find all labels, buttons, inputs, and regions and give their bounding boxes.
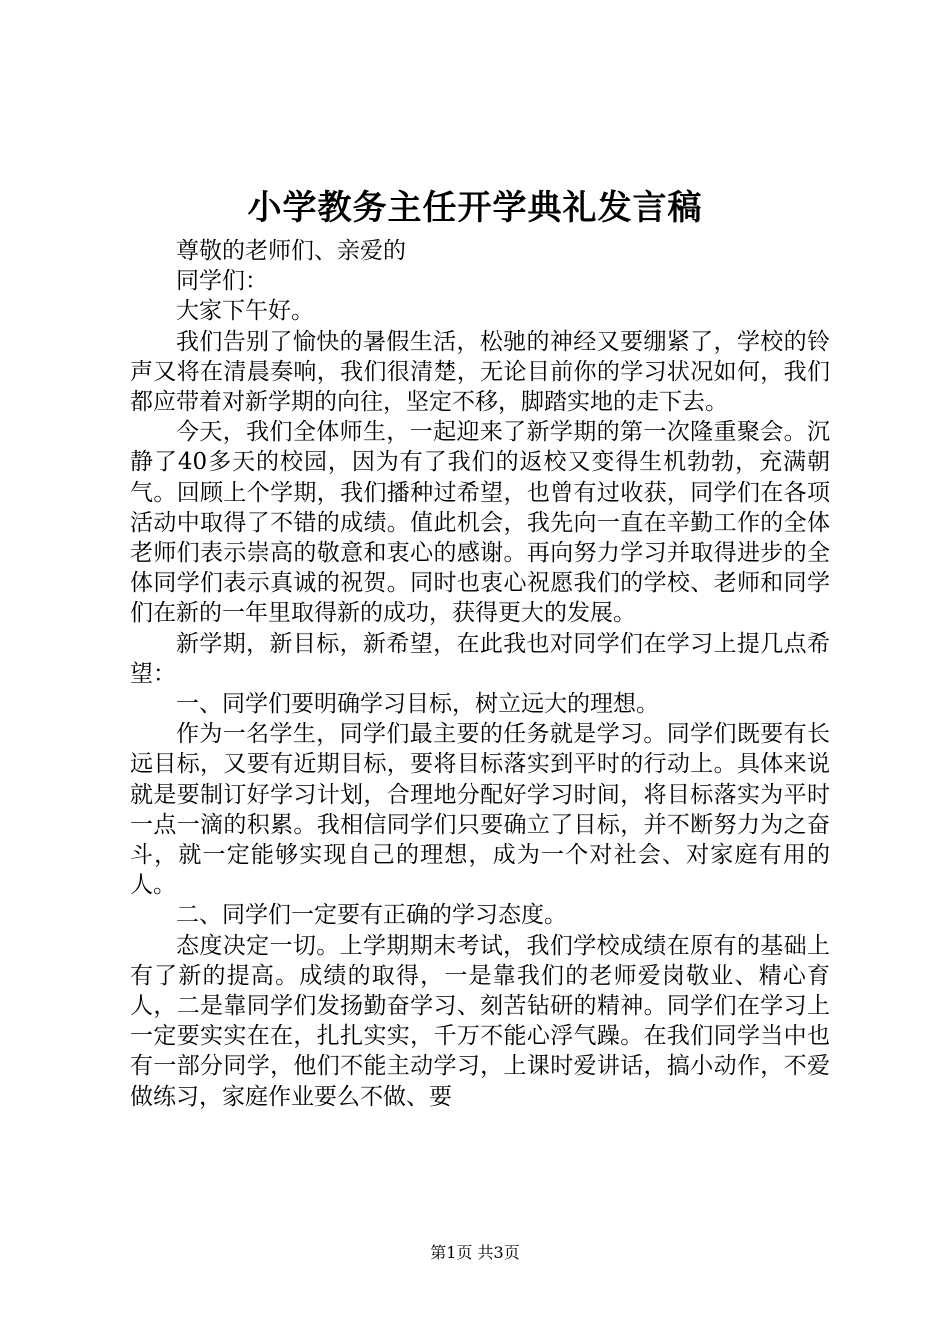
section-heading: 二、同学们一定要有正确的学习态度。 [176, 902, 567, 929]
salutation-line-1: 尊敬的老师们、亲爱的 [176, 238, 406, 264]
paragraph: 今天，我们全体师生，一起迎来了新学期的第一次隆重聚会。沉静了40多天的校园，因为有了我们的返校又变得生机勃勃，充满朝气。回顾上个学期，我们播种过希望，也曾有过收获，同学们在各项活动中取得了不错的成绩。值此机会，我先向一直在辛勤工作的全体老师们表示崇高的敬意和衷心的感谢。再向努力学习并取得进步的全体同学们表示真诚的祝贺。同时也衷心祝愿我们的学校、老师和同学们在新的一年里取得新的成功，获得更大的发展。 [130, 419, 830, 627]
paragraph: 我们告别了愉快的暑假生活，松驰的神经又要绷紧了，学校的铃声又将在清晨奏响，我们很清楚，无论目前你的学习状况如何，我们都应带着对新学期的向往，坚定不移，脚踏实地的走下去。 [130, 328, 830, 416]
salutation-line-2: 同学们： [176, 268, 268, 295]
paragraph: 态度决定一切。上学期期末考试，我们学校成绩在原有的基础上有了新的提高。成绩的取得，一是靠我们的老师爱岗敬业、精心育人，二是靠同学们发扬勤奋学习、刻苦钻研的精神。同学们在学习上一定要实实在在，扎扎实实，千万不能心浮气躁。在我们同学当中也有一部分同学，他们不能主动学习，上课时爱讲话，搞小动作，不爱做练习，家庭作业要么不做、要 [130, 932, 830, 1110]
greeting: 大家下午好。 [176, 298, 314, 325]
paragraph: 作为一名学生，同学们最主要的任务就是学习。同学们既要有长远目标，又要有近期目标，要将目标落实到平时的行动上。具体来说就是要制订好学习计划，合理地分配好学习时间，将目标落实为平时一点一滴的积累。我相信同学们只要确立了目标，并不断努力为之奋斗，就一定能够实现自己的理想，成为一个对社会、对家庭有用的人。 [130, 721, 830, 899]
document-title: 小学教务主任开学典礼发言稿 [247, 188, 703, 228]
page-number-footer: 第1页 共3页 [430, 1243, 520, 1262]
document-body [130, 236, 830, 1112]
paragraph: 新学期，新目标，新希望，在此我也对同学们在学习上提几点希望： [130, 630, 830, 687]
section-heading: 一、同学们要明确学习目标，树立远大的理想。 [176, 691, 659, 718]
